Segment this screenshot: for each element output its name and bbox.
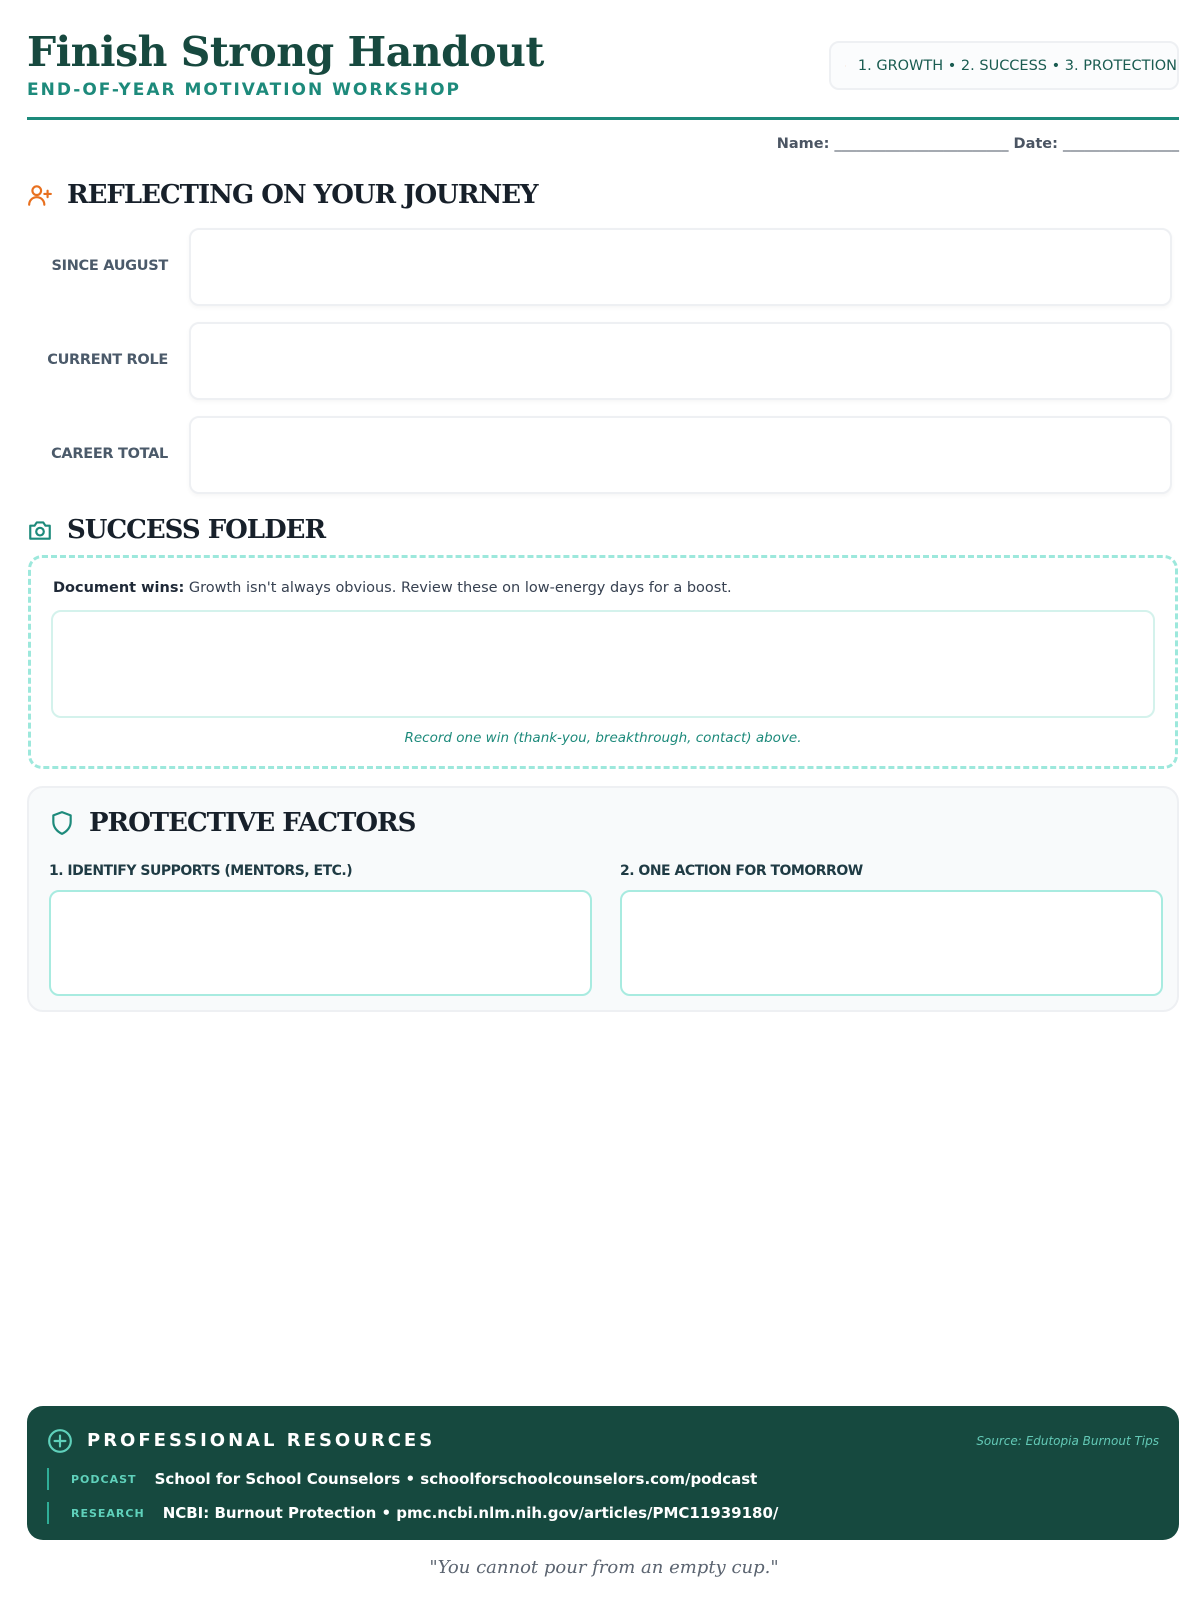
- page-title: Finish Strong Handout: [27, 28, 544, 76]
- success-section-header: [27, 515, 325, 545]
- bookmark-icon: [845, 57, 846, 75]
- success-intro: [53, 580, 732, 596]
- supports-input[interactable]: [49, 890, 592, 996]
- shield-icon: [49, 810, 75, 836]
- career-total-input[interactable]: [189, 416, 1172, 494]
- success-note: Record one win (thank-you, breakthrough, contact) above.: [404, 730, 802, 746]
- since-august-label: SINCE AUGUST: [51, 258, 168, 274]
- current-role-input[interactable]: [189, 322, 1172, 400]
- action-input[interactable]: [620, 890, 1163, 996]
- resource-tag: RESEARCH: [71, 1506, 145, 1520]
- resource-research: [47, 1502, 778, 1524]
- protective-section-header: [49, 808, 415, 838]
- resources-title: PROFESSIONAL RESOURCES: [87, 1430, 436, 1451]
- current-role-label: CURRENT ROLE: [47, 352, 168, 368]
- steps-badge: [829, 41, 1179, 90]
- plus-circle-icon: [47, 1428, 73, 1454]
- camera-icon: [27, 517, 53, 543]
- resources-source: Source: Edutopia Burnout Tips: [976, 1434, 1159, 1448]
- success-folder-box: [28, 555, 1178, 769]
- name-field[interactable]: ________________________: [834, 136, 1009, 152]
- date-field[interactable]: ________________: [1063, 136, 1179, 152]
- success-title: SUCCESS FOLDER: [67, 515, 326, 545]
- career-total-label: CAREER TOTAL: [51, 446, 168, 462]
- resource-link[interactable]: NCBI: Burnout Protection • pmc.ncbi.nlm.nih.gov/articles/PMC11939180/: [162, 1504, 779, 1522]
- user-plus-icon: [27, 182, 53, 208]
- name-date-line: [777, 136, 1179, 152]
- protective-title: PROTECTIVE FACTORS: [89, 808, 416, 838]
- success-win-input[interactable]: [51, 610, 1155, 718]
- action-label: 2. ONE ACTION FOR TOMORROW: [620, 863, 863, 879]
- resource-link[interactable]: School for School Counselors • schoolforschoolcounselors.com/podcast: [154, 1470, 758, 1488]
- closing-quote: "You cannot pour from an empty cup.": [429, 1557, 779, 1578]
- protective-factors-card: [27, 786, 1179, 1012]
- success-intro-bold: Document wins:: [53, 580, 185, 596]
- supports-label: 1. IDENTIFY SUPPORTS (MENTORS, ETC.): [49, 863, 353, 879]
- resource-podcast: [47, 1468, 757, 1490]
- resource-tag: PODCAST: [71, 1472, 137, 1486]
- journey-title: REFLECTING ON YOUR JOURNEY: [67, 180, 538, 210]
- journey-section-header: [27, 180, 538, 210]
- steps-text: 1. GROWTH • 2. SUCCESS • 3. PROTECTION: [857, 57, 1177, 74]
- date-label: Date:: [1013, 136, 1058, 152]
- since-august-input[interactable]: [189, 228, 1172, 306]
- success-intro-text: Growth isn't always obvious. Review these on low-energy days for a boost.: [184, 580, 732, 596]
- name-label: Name:: [776, 136, 830, 152]
- handout-header: [27, 26, 1179, 120]
- resources-footer: [27, 1406, 1179, 1540]
- page-subtitle: END-OF-YEAR MOTIVATION WORKSHOP: [27, 80, 462, 100]
